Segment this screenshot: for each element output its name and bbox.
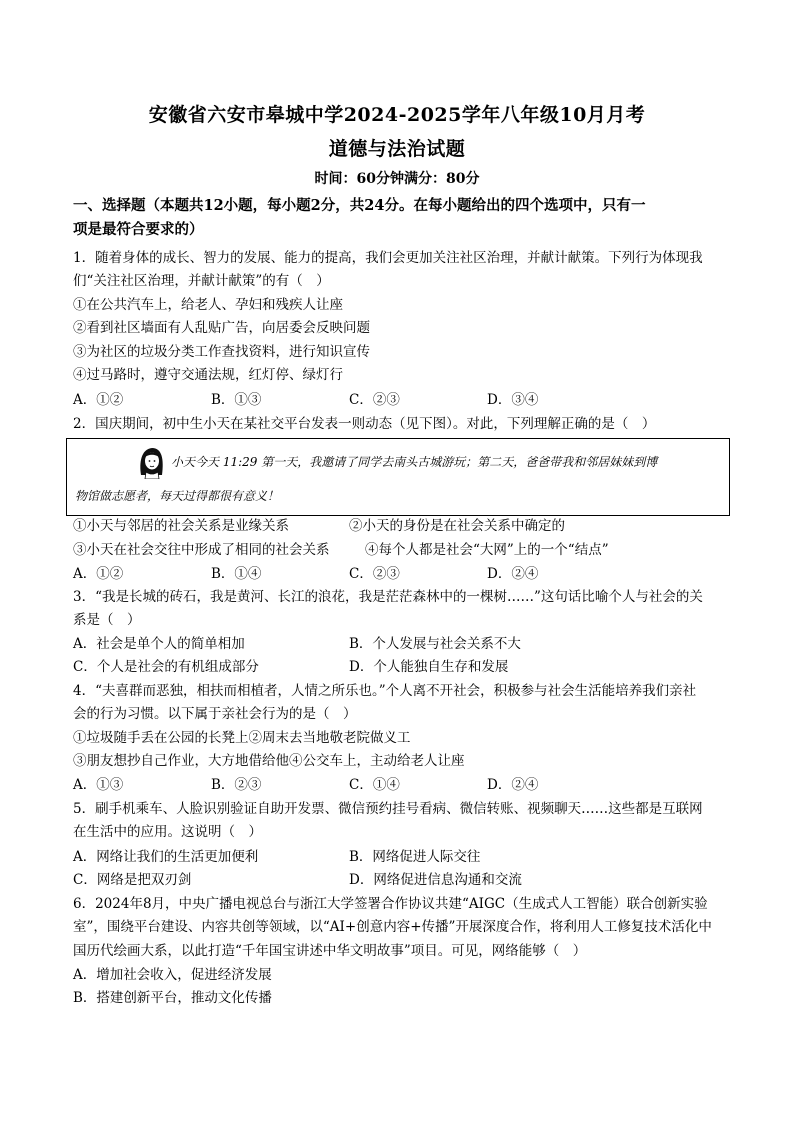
question-2-option-c: C．②③ [349, 566, 400, 582]
question-4-option-b: B．②③ [211, 777, 262, 793]
question-2-statement-1: ①小天与邻居的社会关系是业缘关系 [73, 518, 289, 534]
question-3-stem: 3．“我是长城的砖石，我是黄河、长江的浪花，我是茫茫森林中的一棵树……”这句话比喻个人与社会的关 [73, 589, 703, 605]
question-5-option-b: B．网络促进人际交往 [349, 849, 481, 865]
social-post-box [66, 438, 730, 516]
question-6-stem-cont: 室”，围绕平台建设、内容共创等领域，以“AI+创意内容+传播”开展深度合作，将利用人工修复技术活化中 [73, 919, 712, 935]
question-6-option-b: B．搭建创新平台，推动文化传播 [73, 990, 272, 1006]
question-3-option-d: D．个人能独自生存和发展 [349, 659, 509, 675]
question-4-stem-cont: 会的行为习惯。以下属于亲社会行为的是（ ） [73, 706, 357, 722]
page-subtitle: 道德与法治试题 [328, 138, 466, 160]
question-4-statements-1: ①垃圾随手丢在公园的长凳上②周末去当地敬老院做义工 [73, 730, 411, 746]
question-1-stem: 1．随着身体的成长、智力的发展、能力的提高，我们会更加关注社区治理，并献计献策。下列行为体现我 [73, 250, 703, 266]
page-title: 安徽省六安市皋城中学2024-2025学年八年级10月月考 [148, 104, 646, 126]
question-5-stem-cont: 在生活中的应用。这说明（ ） [73, 824, 262, 840]
question-2-statement-4: ④每个人都是社会“大网”上的一个“结点” [365, 542, 609, 558]
post-text: 小天今天 11:29 第一天，我邀请了同学去南头古城游玩；第二天，爸爸带我和邻居妹妹到博 [171, 455, 658, 469]
question-2-option-a: A．①② [73, 566, 124, 582]
question-6-stem-cont-2: 国历代绘画大系，以此打造“千年国宝讲述中华文明故事”项目。可见，网络能够（ ） [73, 943, 587, 959]
question-3-option-b: B．个人发展与社会关系不大 [349, 636, 521, 652]
question-2-statement-2: ②小天的身份是在社会关系中确定的 [349, 518, 565, 534]
question-4-statements-2: ③朋友想抄自己作业，大方地借给他④公交车上，主动给老人让座 [73, 753, 465, 769]
question-1-option-d: D．③④ [487, 392, 539, 408]
section-heading: 一、选择题（本题共12小题，每小题2分，共24分。在每小题给出的四个选项中，只有一 [73, 197, 646, 214]
question-5-stem: 5．刷手机乘车、人脸识别验证自助开发票、微信预约挂号看病、微信转账、视频聊天……这些都是互联网 [73, 801, 703, 817]
question-1-option-b: B．①③ [211, 392, 262, 408]
question-1-statement-3: ③为社区的垃圾分类工作查找资料，进行知识宣传 [73, 344, 370, 360]
question-6-option-a: A．增加社会收入，促进经济发展 [73, 967, 272, 983]
avatar-icon [137, 445, 165, 479]
question-4-option-c: C．①④ [349, 777, 400, 793]
exam-meta: 时间：60分钟满分：80分 [314, 171, 480, 187]
question-1-statement-1: ①在公共汽车上，给老人、孕妇和残疾人让座 [73, 297, 343, 313]
question-5-option-c: C．网络是把双刃剑 [73, 872, 192, 888]
question-1-option-c: C．②③ [349, 392, 400, 408]
question-2-option-b: B．①④ [211, 566, 262, 582]
question-4-option-d: D．②④ [487, 777, 539, 793]
post-text-cont: 物馆做志愿者，每天过得都很有意义！ [75, 489, 280, 503]
question-1-statement-2: ②看到社区墙面有人乱贴广告，向居委会反映问题 [73, 320, 370, 336]
question-5-option-d: D．网络促进信息沟通和交流 [349, 872, 522, 888]
question-2-option-d: D．②④ [487, 566, 539, 582]
question-3-option-a: A．社会是单个人的简单相加 [73, 636, 245, 652]
question-5-option-a: A．网络让我们的生活更加便利 [73, 849, 259, 865]
question-3-stem-cont: 系是（ ） [73, 612, 141, 628]
question-1-stem-cont: 们“关注社区治理，并献计献策”的有（ ） [73, 273, 330, 289]
question-2-stem: 2．国庆期间，初中生小天在某社交平台发表一则动态（见下图）。对此，下列理解正确的是（ ） [73, 416, 656, 432]
section-heading-cont: 项是最符合要求的） [73, 221, 204, 238]
question-4-option-a: A．①③ [73, 777, 124, 793]
question-3-option-c: C．个人是社会的有机组成部分 [73, 659, 259, 675]
question-1-statement-4: ④过马路时，遵守交通法规，红灯停、绿灯行 [73, 367, 343, 383]
question-1-option-a: A．①② [73, 392, 124, 408]
question-2-statement-3: ③小天在社会交往中形成了相同的社会关系 [73, 542, 330, 558]
question-4-stem: 4．“夫喜群而恶独，相扶而相植者，人情之所乐也。”个人离不开社会，积极参与社会生活能培养我们亲社 [73, 683, 697, 699]
question-6-stem: 6．2024年8月，中央广播电视总台与浙江大学签署合作协议共建“AIGC（生成式人工智能）联合创新实验 [73, 896, 708, 912]
